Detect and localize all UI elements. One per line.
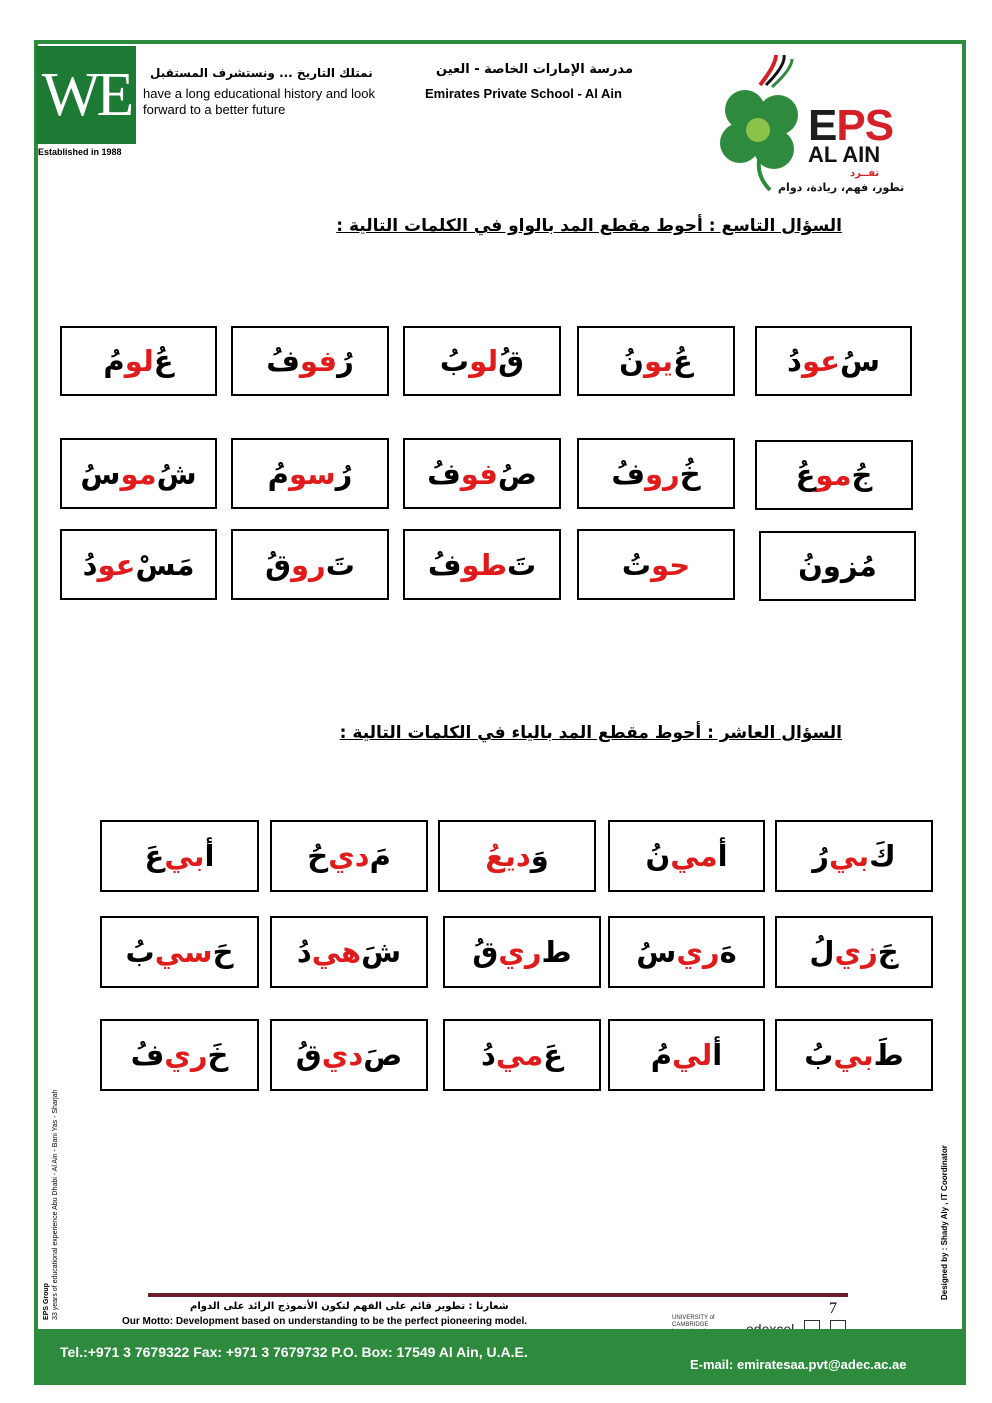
side-text-left bbox=[42, 1060, 72, 1320]
motto-arabic: شعارنا : تطوير قائم على الفهم لتكون الأنموذج الرائد على الدوام bbox=[190, 1301, 509, 1312]
word-box[interactable] bbox=[403, 438, 561, 509]
word-part: أ bbox=[204, 839, 215, 873]
word-part: طَ bbox=[873, 1038, 904, 1072]
word-box[interactable] bbox=[608, 916, 765, 988]
word-highlight: مي bbox=[495, 1038, 544, 1072]
frame-left-border bbox=[34, 40, 38, 1385]
word-box[interactable] bbox=[100, 1019, 259, 1091]
word-highlight: رو bbox=[645, 456, 680, 491]
word-part: جُ bbox=[851, 458, 873, 492]
motto-english: Our Motto: Development based on understanding to be the perfect pioneering model. bbox=[122, 1316, 528, 1327]
word-part: تُ bbox=[621, 547, 652, 582]
eps-al-ain: AL AIN bbox=[808, 142, 881, 167]
side-text-right bbox=[940, 1145, 962, 1300]
word-part: فُ bbox=[611, 456, 646, 491]
word-box[interactable] bbox=[577, 529, 735, 600]
word-highlight: دي bbox=[328, 839, 370, 873]
word-part: دُ bbox=[296, 935, 312, 969]
word-part: شُ bbox=[156, 456, 197, 491]
question-9-title: السؤال التاسع : أحوط مقطع المد بالواو في الكلمات التالية : bbox=[336, 216, 842, 236]
word-highlight: دي bbox=[321, 1038, 364, 1072]
word-highlight: ديعُ bbox=[485, 839, 531, 873]
word-part: عُ bbox=[153, 344, 174, 378]
word-part: بُ bbox=[125, 935, 155, 969]
word-highlight: ري bbox=[498, 935, 542, 969]
word-part: كَ bbox=[869, 839, 896, 873]
word-part: دُ bbox=[82, 547, 98, 582]
word-box[interactable] bbox=[755, 326, 912, 396]
eps-letter-e: E bbox=[808, 101, 837, 150]
word-part: فُ bbox=[427, 456, 461, 491]
word-box[interactable] bbox=[443, 1019, 601, 1091]
word-part: حَ bbox=[212, 935, 234, 969]
word-box[interactable] bbox=[100, 820, 259, 892]
word-part: ط bbox=[541, 935, 572, 969]
word-part: حُ bbox=[307, 839, 329, 873]
word-box[interactable] bbox=[577, 326, 735, 396]
word-box[interactable] bbox=[755, 440, 913, 510]
word-box[interactable] bbox=[60, 438, 217, 509]
word-part: لُ bbox=[809, 935, 835, 969]
word-highlight: عو bbox=[97, 547, 136, 582]
word-box[interactable] bbox=[60, 529, 217, 600]
word-highlight: مو bbox=[815, 458, 852, 492]
word-box[interactable] bbox=[403, 529, 561, 600]
word-highlight: لو bbox=[469, 344, 499, 378]
word-box[interactable] bbox=[608, 820, 765, 892]
word-box[interactable] bbox=[270, 1019, 428, 1091]
word-part: مُ bbox=[267, 456, 289, 491]
word-part: شَ bbox=[361, 935, 402, 969]
word-part: صَ bbox=[363, 1038, 403, 1072]
word-box[interactable] bbox=[100, 916, 259, 988]
word-highlight: رو bbox=[291, 547, 326, 582]
word-part: تَ bbox=[507, 547, 537, 582]
motto-divider bbox=[148, 1293, 848, 1297]
word-box[interactable] bbox=[60, 326, 217, 396]
word-part: خُ bbox=[679, 456, 701, 491]
word-highlight: سو bbox=[288, 456, 336, 491]
word-part: سُ bbox=[80, 456, 121, 491]
established-label: Established in 1988 bbox=[38, 147, 122, 157]
word-part: صُ bbox=[497, 456, 537, 491]
word-part: خَ bbox=[207, 1038, 229, 1072]
word-part: مَسْ bbox=[135, 547, 195, 582]
word-box[interactable] bbox=[231, 438, 389, 509]
word-box[interactable] bbox=[403, 326, 561, 396]
word-highlight: طو bbox=[461, 547, 508, 582]
word-highlight: لي bbox=[672, 1038, 713, 1072]
word-box[interactable] bbox=[608, 1019, 765, 1091]
word-part: سُ bbox=[839, 344, 880, 378]
word-part: مَ bbox=[369, 839, 391, 873]
word-part: بُ bbox=[804, 1038, 834, 1072]
word-part: أ bbox=[717, 839, 728, 873]
word-box[interactable] bbox=[577, 438, 735, 509]
word-highlight: حو bbox=[651, 547, 691, 582]
word-part: نُ bbox=[645, 839, 671, 873]
word-box[interactable] bbox=[270, 820, 428, 892]
word-part: هَ bbox=[719, 935, 737, 969]
eps-letters-ps: PS bbox=[836, 101, 894, 150]
word-box[interactable] bbox=[775, 916, 933, 988]
page-number: 7 bbox=[829, 1300, 837, 1317]
school-name-english: Emirates Private School - Al Ain bbox=[425, 86, 622, 101]
school-name-arabic: مدرسة الإمارات الخاصة - العين bbox=[436, 62, 633, 77]
word-part: عَ bbox=[144, 839, 165, 873]
side-left-detail: 33 years of educational experience Abu Dhabi - Al Ain - Bani Yas - Sharjah bbox=[52, 1089, 59, 1320]
frame-top-border bbox=[34, 40, 966, 44]
word-part: سُ bbox=[636, 935, 677, 969]
word-part: بُ bbox=[439, 344, 470, 378]
eps-slogan-arabic: تطور، فهم، ريادة، دوام bbox=[778, 181, 905, 194]
tagline-english: have a long educational history and look forward to a better future bbox=[143, 86, 375, 117]
word-highlight: فو bbox=[299, 344, 338, 378]
word-box[interactable] bbox=[759, 531, 916, 601]
cambridge-logo: UNIVERSITY of CAMBRIDGE bbox=[672, 1315, 715, 1328]
word-highlight: فو bbox=[460, 456, 498, 491]
word-highlight: زي bbox=[834, 935, 878, 969]
word-highlight: يو bbox=[643, 344, 674, 378]
word-part: رُ bbox=[812, 839, 829, 873]
word-highlight: بي bbox=[164, 839, 205, 873]
word-box[interactable] bbox=[443, 916, 601, 988]
word-part: قُ bbox=[295, 1038, 322, 1072]
word-part: مُ bbox=[103, 344, 125, 378]
word-highlight: سي bbox=[154, 935, 213, 969]
word-box[interactable] bbox=[231, 326, 389, 396]
word-part: عُ bbox=[795, 458, 816, 492]
word-part: قُ bbox=[472, 935, 499, 969]
we-logo: WE bbox=[36, 46, 136, 144]
tagline-arabic: نمتلك التاريخ ... ونستشرف المستقبل bbox=[150, 66, 373, 80]
word-part: رُ bbox=[335, 456, 353, 491]
word-highlight: هي bbox=[311, 935, 362, 969]
word-part: دُ bbox=[481, 1038, 496, 1072]
question-10-title: السؤال العاشر : أحوط مقطع المد بالياء في الكلمات التالية : bbox=[339, 723, 842, 743]
word-box[interactable] bbox=[775, 820, 933, 892]
side-left-group: EPS Group bbox=[43, 1283, 50, 1320]
word-highlight: عو bbox=[801, 344, 840, 378]
word-part: تَ bbox=[325, 547, 355, 582]
word-part: عَ bbox=[543, 1038, 563, 1072]
word-highlight: بي bbox=[828, 839, 870, 873]
footer-email: E-mail: emiratesaa.pvt@adec.ac.ae bbox=[690, 1357, 907, 1372]
word-box[interactable] bbox=[438, 820, 596, 892]
word-box[interactable] bbox=[775, 1019, 933, 1091]
word-highlight: لو bbox=[124, 344, 154, 378]
word-box[interactable] bbox=[231, 529, 389, 600]
designer-credit: Designed by : Shady Aly , IT Coordinator bbox=[940, 1145, 949, 1300]
word-part: فُ bbox=[130, 1038, 165, 1072]
word-part: أ bbox=[712, 1038, 723, 1072]
word-highlight: ري bbox=[676, 935, 720, 969]
word-part: رُ bbox=[337, 344, 354, 378]
word-part: قُ bbox=[498, 344, 525, 378]
word-part: دُ bbox=[787, 344, 802, 378]
word-part: عُ bbox=[673, 344, 693, 378]
frame-right-border bbox=[962, 40, 966, 1385]
word-part: نُ bbox=[619, 344, 644, 378]
word-part: جَ bbox=[877, 935, 899, 969]
word-part: قُ bbox=[265, 547, 292, 582]
word-part: مُزونُ bbox=[798, 549, 877, 583]
word-highlight: ري bbox=[164, 1038, 208, 1072]
eps-small-arabic: تفــرد bbox=[850, 168, 880, 179]
word-highlight: مو bbox=[120, 456, 157, 491]
word-box[interactable] bbox=[270, 916, 428, 988]
word-part: فُ bbox=[266, 344, 300, 378]
word-part: مُ bbox=[650, 1038, 673, 1072]
word-part: فُ bbox=[427, 547, 462, 582]
footer-contact: Tel.:+971 3 7679322 Fax: +971 3 7679732 P.O. Box: 17549 Al Ain, U.A.E. bbox=[60, 1344, 528, 1360]
word-highlight: بي bbox=[833, 1038, 874, 1072]
word-highlight: مي bbox=[670, 839, 718, 873]
word-part: وَ bbox=[530, 839, 549, 873]
